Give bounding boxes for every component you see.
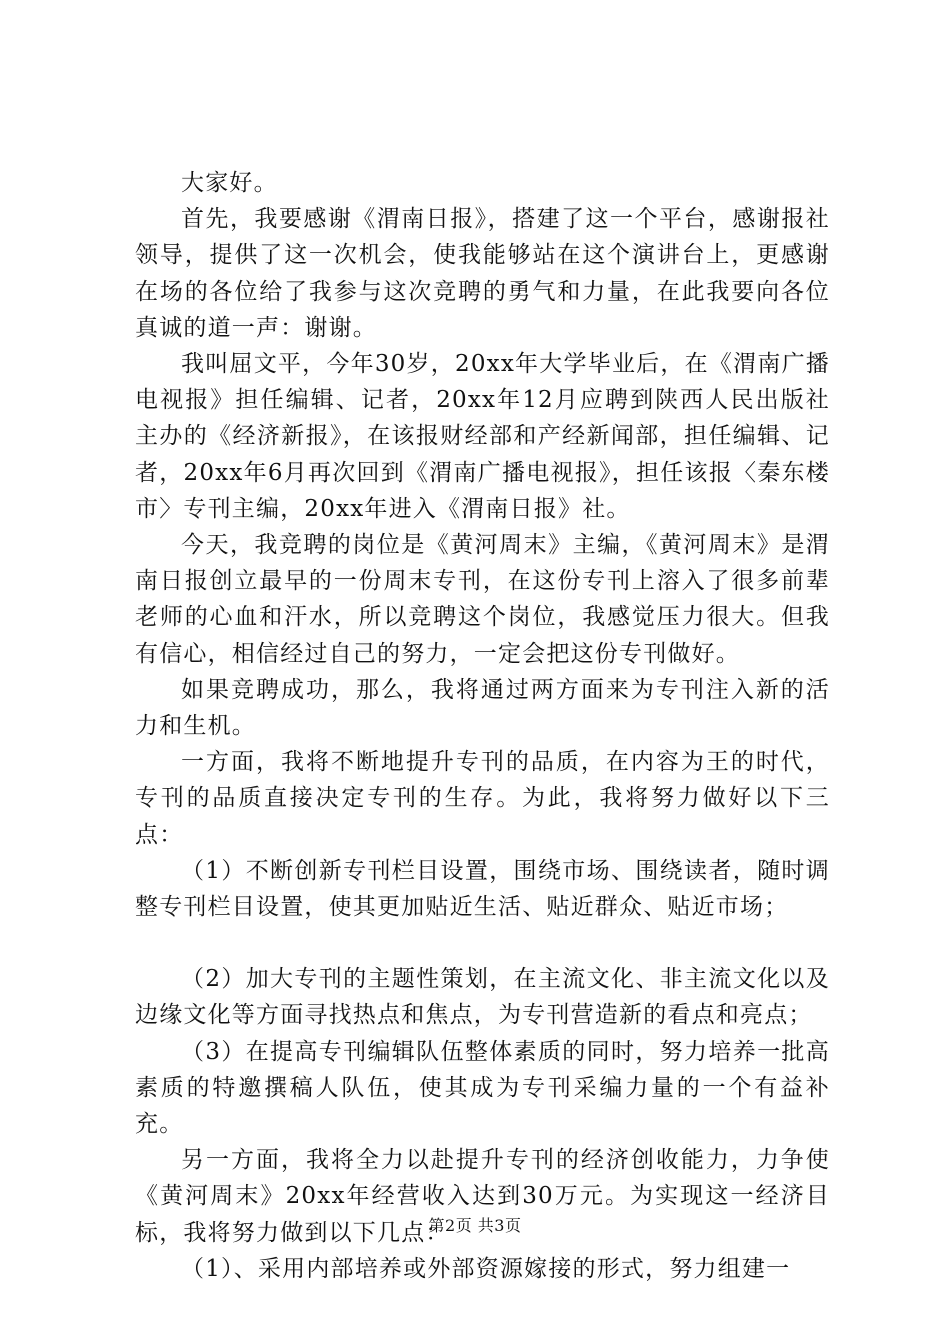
list-item-revenue-1: （1）、采用内部培养或外部资源嫁接的形式，努力组建一 xyxy=(181,1255,791,1282)
paragraph-quality: 一方面，我将不断地提升专刊的品质，在内容为王的时代，专刊的品质直接决定专刊的生存。为此，我将努力做好以下三点： xyxy=(135,749,830,848)
page-number-footer: 第2页 共3页 xyxy=(428,1216,522,1235)
paragraph-introduction: 我叫屈文平，今年30岁，20xx年大学毕业后，在《渭南广播电视报》担任编辑、记者，20xx年12月应聘到陕西人民出版社主办的《经济新报》，在该报财经部和产经新闻部，担任编辑、记者，20xx年6月再次回到《渭南广播电视报》，担任该报〈秦东楼市〉专刊主编，20xx年进入《渭南日报》社。 xyxy=(135,351,830,522)
paragraph-revenue: 另一方面，我将全力以赴提升专刊的经济创收能力，力争使《黄河周末》20xx年经营收入达到30万元。为实现这一经济目标，我将努力做到以下几点： xyxy=(135,1147,830,1246)
paragraph-greeting: 大家好。 xyxy=(181,170,278,196)
list-item-quality-2: （2）加大专刊的主题性策划，在主流文化、非主流文化以及边缘文化等方面寻找热点和焦点，为专刊营造新的看点和亮点； xyxy=(135,966,830,1029)
paragraph-position: 今天，我竞聘的岗位是《黄河周末》主编，《黄河周末》是渭南日报创立最早的一份周末专刊，在这份专刊上溶入了很多前辈老师的心血和汗水，所以竞聘这个岗位，我感觉压力很大。但我有信心，相信经过自己的努力，一定会把这份专刊做好。 xyxy=(135,532,830,667)
paragraph-plan-intro: 如果竞聘成功，那么，我将通过两方面来为专刊注入新的活力和生机。 xyxy=(135,676,830,740)
list-item-quality-3: （3）在提高专刊编辑队伍整体素质的同时，努力培养一批高素质的特邀撰稿人队伍，使其成为专刊采编力量的一个有益补充。 xyxy=(135,1038,830,1138)
list-item-quality-1: （1）不断创新专刊栏目设置，围绕市场、围绕读者，随时调整专刊栏目设置，使其更加贴近生活、贴近群众、贴近市场； xyxy=(135,857,830,921)
paragraph-thanks: 首先，我要感谢《渭南日报》，搭建了这一个平台，感谢报社领导，提供了这一次机会，使我能够站在这个演讲台上，更感谢在场的各位给了我参与这次竞聘的勇气和力量，在此我要向各位真诚的道一声：谢谢。 xyxy=(135,206,830,341)
document-body xyxy=(135,165,830,1287)
